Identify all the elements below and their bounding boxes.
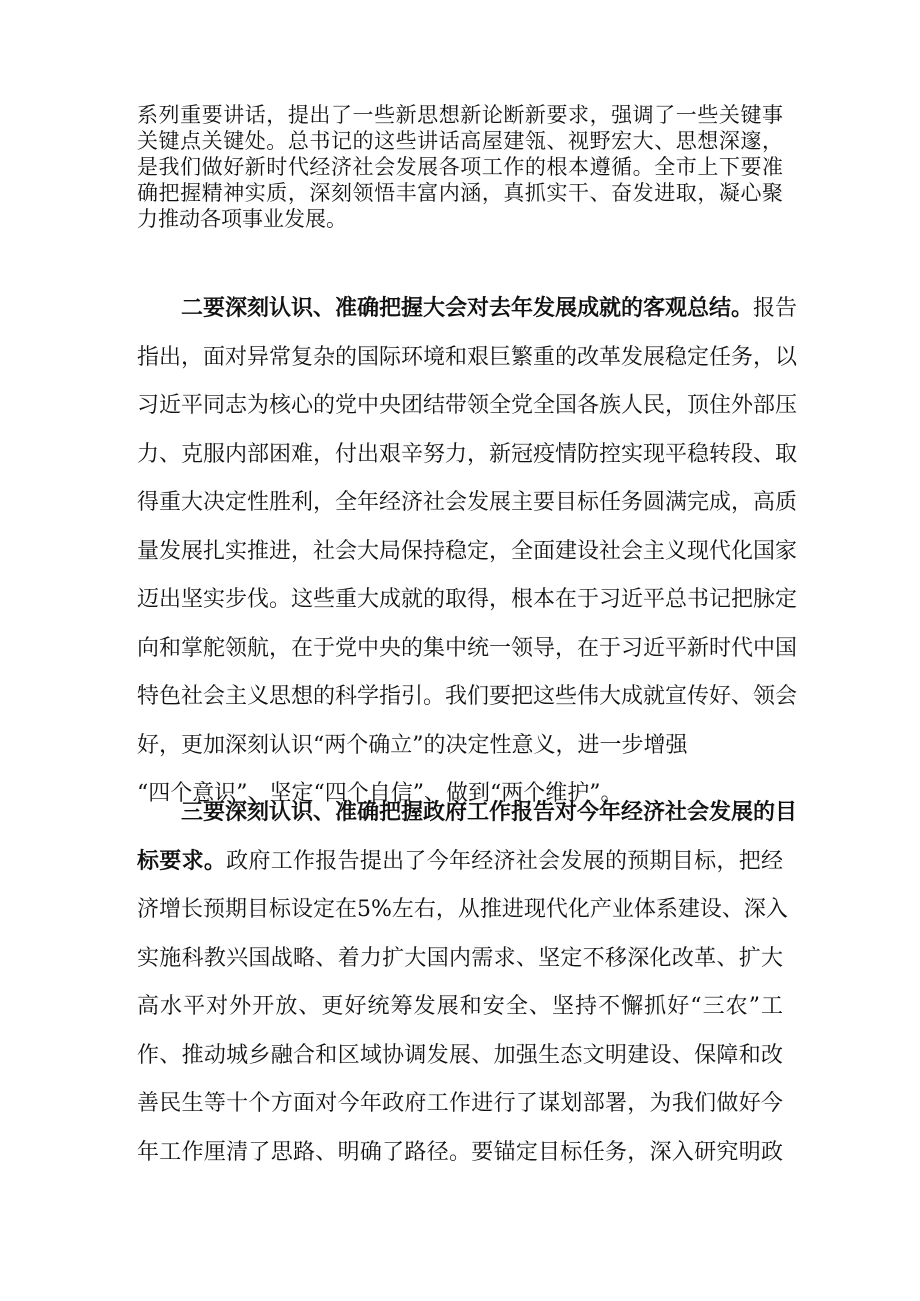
paragraph-2-line: 好，更加深刻认识“两个确立”的决定性意义，进一步增强: [137, 732, 688, 758]
paragraph-2-first-line: [137, 284, 798, 334]
paragraph-3: [137, 788, 798, 1177]
paragraph-3-lead-line: 三要深刻认识、准确把握政府工作报告对今年经济社会发展的目: [181, 799, 798, 825]
paragraph-3-line: 年工作厘清了思路、明确了路径。要锚定目标任务，深入研究明政: [137, 1139, 783, 1165]
paragraph-3-line: 作、推动城乡融合和区域协调发展、加强生态文明建设、保障和改: [137, 1042, 783, 1068]
paragraph-3-line: 实施科教兴国战略、着力扩大国内需求、坚定不移深化改革、扩大: [137, 945, 783, 971]
paragraph-1-line: 系列重要讲话，提出了一些新思想新论断新要求，强调了一些关键事: [137, 103, 783, 127]
paragraph-2-line: 向和掌舵领航，在于党中央的集中统一领导，在于习近平新时代中国: [137, 635, 798, 661]
paragraph-2-first-line-rest: 报告: [753, 296, 798, 321]
paragraph-3-line: 济增长预期目标设定在5%左右，从推进现代化产业体系建设、深入: [137, 897, 788, 922]
paragraph-3-line: 善民生等十个方面对今年政府工作进行了谋划部署，为我们做好今: [137, 1091, 783, 1116]
paragraph-1-line: 关键点关键处。总书记的这些讲话高屋建瓴、视野宏大、思想深邃，: [137, 129, 783, 153]
paragraph-3-line: 高水平对外开放、更好统筹发展和安全、坚持不懈抓好“三农”工: [137, 994, 783, 1019]
paragraph-3-lead-end: 标要求。: [137, 847, 227, 874]
paragraph-2-line: 习近平同志为核心的党中央团结带领全党全国各族人民，顶住外部压: [137, 393, 798, 418]
paragraph-2: [137, 284, 798, 819]
paragraph-2-line: “四个意识”、坚定“四个自信”、做到“两个维护”。: [137, 781, 623, 806]
paragraph-1-line: 力推动各项事业发展。: [137, 207, 347, 231]
paragraph-2-lead: 二要深刻认识、准确把握大会对去年发展成就的客观总结。: [181, 295, 754, 321]
paragraph-2-line: 迈出坚实步伐。这些重大成就的取得，根本在于习近平总书记把脉定: [137, 587, 798, 612]
paragraph-3-second-line: [137, 837, 783, 887]
paragraph-3-second-line-rest: 政府工作报告提出了今年经济社会发展的预期目标，把经: [226, 848, 783, 874]
paragraph-1: [137, 102, 783, 232]
paragraph-2-line: 得重大决定性胜利，全年经济社会发展主要目标任务圆满完成，高质: [137, 490, 798, 515]
paragraph-1-line: 是我们做好新时代经济社会发展各项工作的根本遵循。全市上下要准: [137, 155, 783, 179]
paragraph-2-line: 特色社会主义思想的科学指引。我们要把这些伟大成就宣传好、领会: [137, 684, 798, 709]
paragraph-1-line: 确把握精神实质，深刻领悟丰富内涵，真抓实干、奋发进取，凝心聚: [137, 181, 783, 205]
paragraph-2-line: 量发展扎实推进，社会大局保持稳定，全面建设社会主义现代化国家: [137, 538, 798, 564]
paragraph-2-line: 指出，面对异常复杂的国际环境和艰巨繁重的改革发展稳定任务，以: [137, 344, 798, 370]
paragraph-2-line: 力、克服内部困难，付出艰辛努力，新冠疫情防控实现平稳转段、取: [137, 441, 798, 467]
